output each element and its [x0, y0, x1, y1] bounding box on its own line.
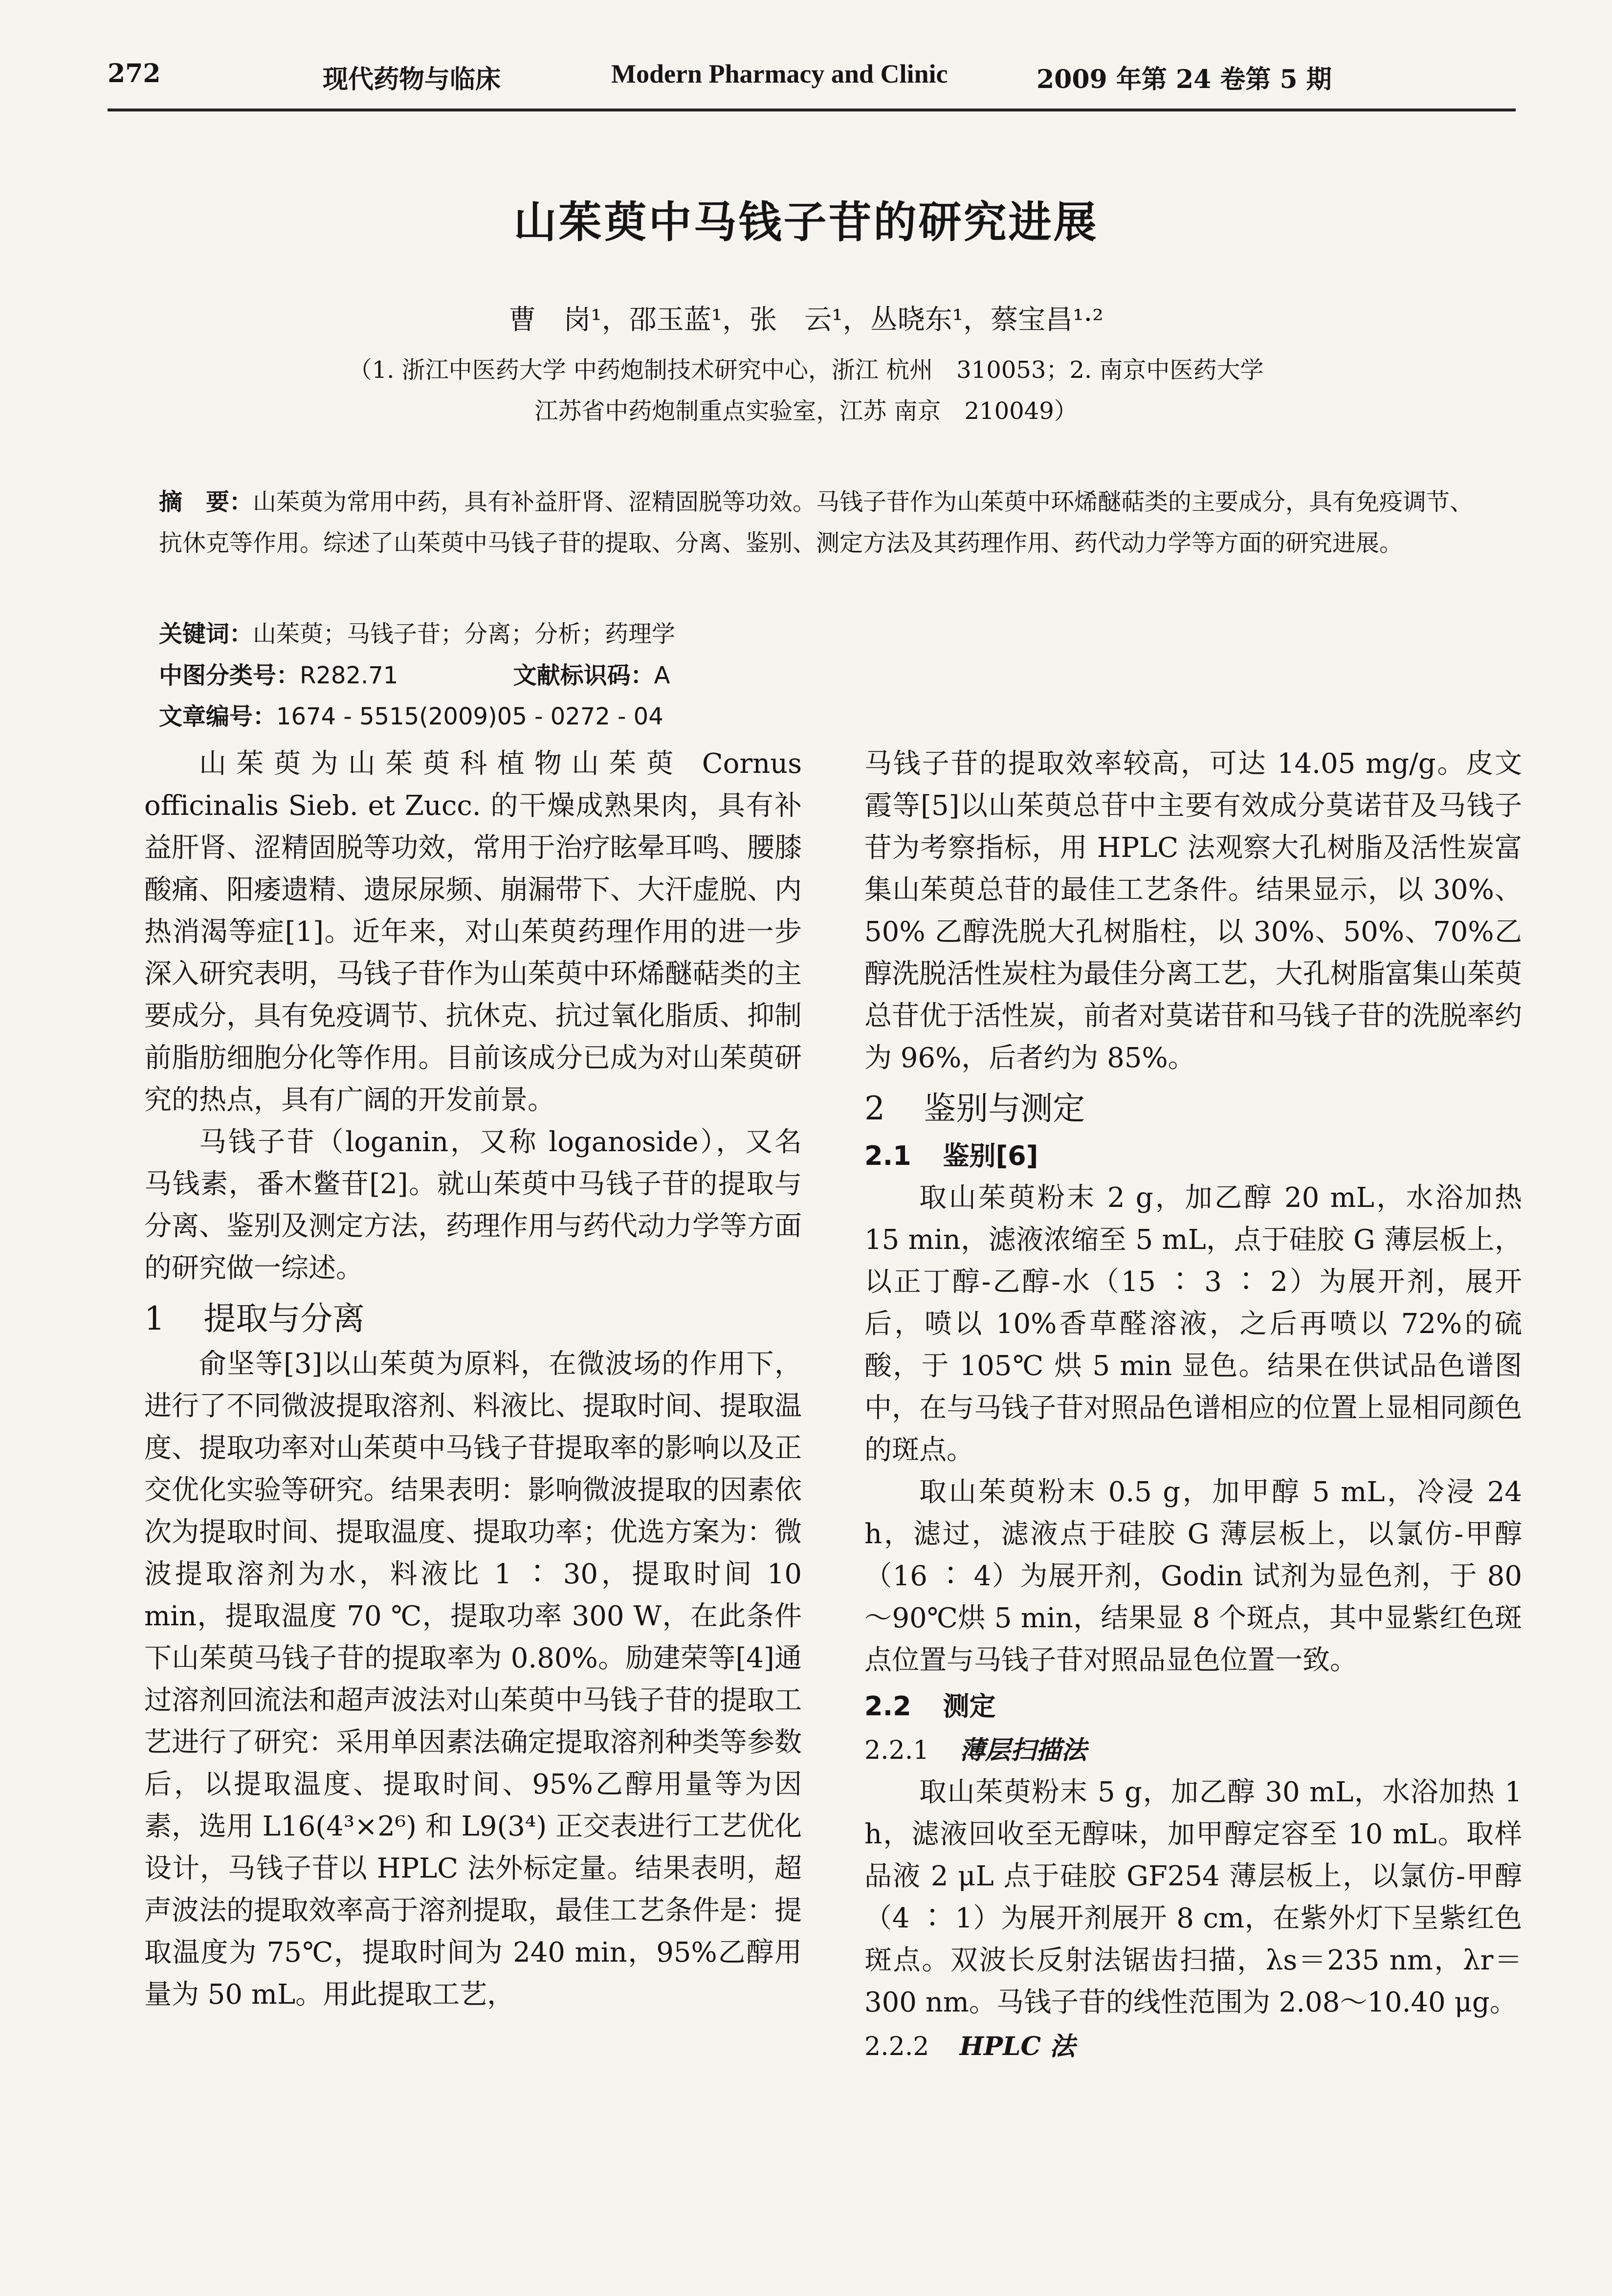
section-title: 鉴别与测定: [924, 1090, 1085, 1127]
body-paragraph: 马钱子苷（loganin，又称 loganoside），又名马钱素，番木鳖苷[2]。就山茱萸中马钱子苷的提取与分离、鉴别及测定方法，药理作用与药代动力学等方面的研究做一综述。: [144, 1126, 802, 1284]
doc-code-label: 文献标识码：: [513, 662, 654, 689]
doc-code-field: [513, 655, 724, 696]
section-title: 提取与分离: [203, 1300, 365, 1337]
section-number: 1: [144, 1300, 165, 1337]
subsubsection-title: 薄层扫描法: [959, 1735, 1087, 1765]
body-paragraph: 山茱萸为山茱萸科植物山茱萸 Cornus officinalis Sieb. et Zucc. 的干燥成熟果肉，具有补益肝肾、涩精固脱等功效，常用于治疗眩晕耳鸣、腰膝酸痛、阳痿遗精、遗尿尿频、崩漏带下、大汗虚脱、内热消渴等症[1]。近年来，对山茱萸药理作用的进一步深入研究表明，马钱子苷作为山茱萸中环烯醚萜类的主要成分，具有免疫调节、抗休克、抗过氧化脂质、抑制前脂肪细胞分化等作用。目前该成分已成为对山茱萸研究的热点，具有广阔的开发前景。: [144, 748, 802, 1116]
section-heading-2: [864, 1086, 1522, 1131]
abstract-label: 摘 要：: [159, 488, 253, 516]
affiliation-line-1: （1. 浙江中医药大学 中药炮制技术研究中心，浙江 杭州 310053；2. 南京中医药大学: [348, 356, 1264, 384]
right-column: [864, 743, 1522, 2068]
issue-info: 2009 年第 24 卷第 5 期: [1037, 65, 1332, 94]
body-paragraph: 取山茱萸粉末 5 g，加乙醇 30 mL，水浴加热 1 h，滤液回收至无醇味，加甲醇定容至 10 mL。取样品液 2 μL 点于硅胶 GF254 薄层板上，以氯仿-甲醇（4 ∶ 1）为展开剂展开 8 cm，在紫外灯下呈紫红色斑点。双波长反射法锯齿扫描，λs＝235 nm，λr＝300 nm。马钱子苷的线性范围为 2.08～10.40 μg。: [864, 1776, 1522, 2018]
body-paragraph: 俞坚等[3]以山茱萸为原料，在微波场的作用下，进行了不同微波提取溶剂、料液比、提取时间、提取温度、提取功率对山茱萸中马钱子苷提取率的影响以及正交优化实验等研究。结果表明：影响微波提取的因素依次为提取时间、提取温度、提取功率；优选方案为：微波提取溶剂为水，料液比 1 ∶ 30，提取时间 10 min，提取温度 70 ℃，提取功率 300 W，在此条件下山茱萸马钱子苷的提取率为 0.80%。励建荣等[4]通过溶剂回流法和超声波法对山茱萸中马钱子苷的提取工艺进行了研究：采用单因素法确定提取溶剂种类等参数后，以提取温度、提取时间、95%乙醇用量等为因素，选用 L16(4³×2⁶) 和 L9(3⁴) 正交表进行工艺优化设计，马钱子苷以 HPLC 法外标定量。结果表明，超声波法的提取效率高于溶剂提取，最佳工艺条件是：提取温度为 75℃，提取时间为 240 min，95%乙醇用量为 50 mL。用此提取工艺，: [144, 1348, 802, 2011]
journal-name-cn: 现代药物与临床: [323, 65, 501, 94]
subsubsection-number: 2.2.2: [864, 2032, 929, 2061]
running-header: [108, 59, 1516, 103]
clc-label: 中图分类号：: [159, 662, 300, 689]
affiliation-line-2: 江苏省中药炮制重点实验室，江苏 南京 210049）: [534, 397, 1078, 425]
subsection-number: 2.2: [864, 1691, 911, 1722]
subsubsection-heading-2-2-2: [864, 2026, 1522, 2068]
page-number: 272: [108, 59, 161, 88]
left-column: [144, 743, 802, 2016]
section-heading-1: [144, 1296, 802, 1341]
doc-code-value: A: [654, 662, 670, 689]
journal-name-en: Modern Pharmacy and Clinic: [611, 59, 948, 88]
body-paragraph: 取山茱萸粉末 2 g，加乙醇 20 mL，水浴加热 15 min，滤液浓缩至 5 mL，点于硅胶 G 薄层板上，以正丁醇-乙醇-水（15 ∶ 3 ∶ 2）为展开剂，展开后，喷以 10%香草醛溶液，之后再喷以 72%的硫酸，于 105℃ 烘 5 min 显色。结果在供试品色谱图中，在与马钱子苷对照品色谱相应的位置上显相同颜色的斑点。: [864, 1182, 1522, 1466]
subsection-title: 鉴别[6]: [943, 1140, 1038, 1171]
article-no-field: [159, 696, 717, 737]
section-number: 2: [864, 1090, 885, 1127]
abstract: [159, 481, 1496, 564]
subsubsection-number: 2.2.1: [864, 1736, 929, 1765]
article-no-value: 1674 - 5515(2009)05 - 0272 - 04: [276, 703, 663, 730]
subsubsection-title: HPLC 法: [959, 2032, 1075, 2061]
abstract-text: 山茱萸为常用中药，具有补益肝肾、涩精固脱等功效。马钱子苷作为山茱萸中环烯醚萜类的主要成分，具有免疫调节、抗休克等作用。综述了山茱萸中马钱子苷的提取、分离、鉴别、测定方法及其药理作用、药代动力学等方面的研究进展。: [159, 488, 1474, 557]
header-rule: [108, 109, 1516, 111]
clc-field: [159, 655, 452, 696]
keywords-label: 关键词：: [159, 620, 253, 648]
subsection-number: 2.1: [864, 1140, 911, 1171]
body-paragraph: 取山茱萸粉末 0.5 g，加甲醇 5 mL，冷浸 24 h，滤过，滤液点于硅胶 G 薄层板上，以氯仿-甲醇（16 ∶ 4）为展开剂，Godin 试剂为显色剂，于 80～90℃烘 5 min，结果显 8 个斑点，其中显紫红色斑点位置与马钱子苷对照品显色位置一致。: [864, 1476, 1522, 1676]
article-no-label: 文章编号：: [159, 703, 277, 730]
subsection-heading-2-2: [864, 1685, 1522, 1727]
subsection-heading-2-1: [864, 1135, 1522, 1177]
classification-line: [159, 655, 1381, 737]
article-title: 山茱萸中马钱子苷的研究进展: [513, 197, 1099, 247]
subsubsection-heading-2-2-1: [864, 1729, 1522, 1771]
keywords: [159, 613, 1496, 655]
subsection-title: 测定: [943, 1691, 996, 1722]
keywords-text: 山茱萸；马钱子苷；分离；分析；药理学: [253, 620, 676, 648]
clc-value: R282.71: [300, 662, 398, 689]
author-list: 曹 岗¹，邵玉蓝¹，张 云¹，丛晓东¹，蔡宝昌¹·²: [508, 304, 1104, 336]
body-paragraph: 马钱子苷的提取效率较高，可达 14.05 mg/g。皮文霞等[5]以山茱萸总苷中主要有效成分莫诺苷及马钱子苷为考察指标，用 HPLC 法观察大孔树脂及活性炭富集山茱萸总苷的最佳工艺条件。结果显示，以 30%、50% 乙醇洗脱大孔树脂柱，以 30%、50%、70%乙醇洗脱活性炭柱为最佳分离工艺，大孔树脂富集山茱萸总苷优于活性炭，前者对莫诺苷和马钱子苷的洗脱率约为 96%，后者约为 85%。: [864, 748, 1522, 1074]
